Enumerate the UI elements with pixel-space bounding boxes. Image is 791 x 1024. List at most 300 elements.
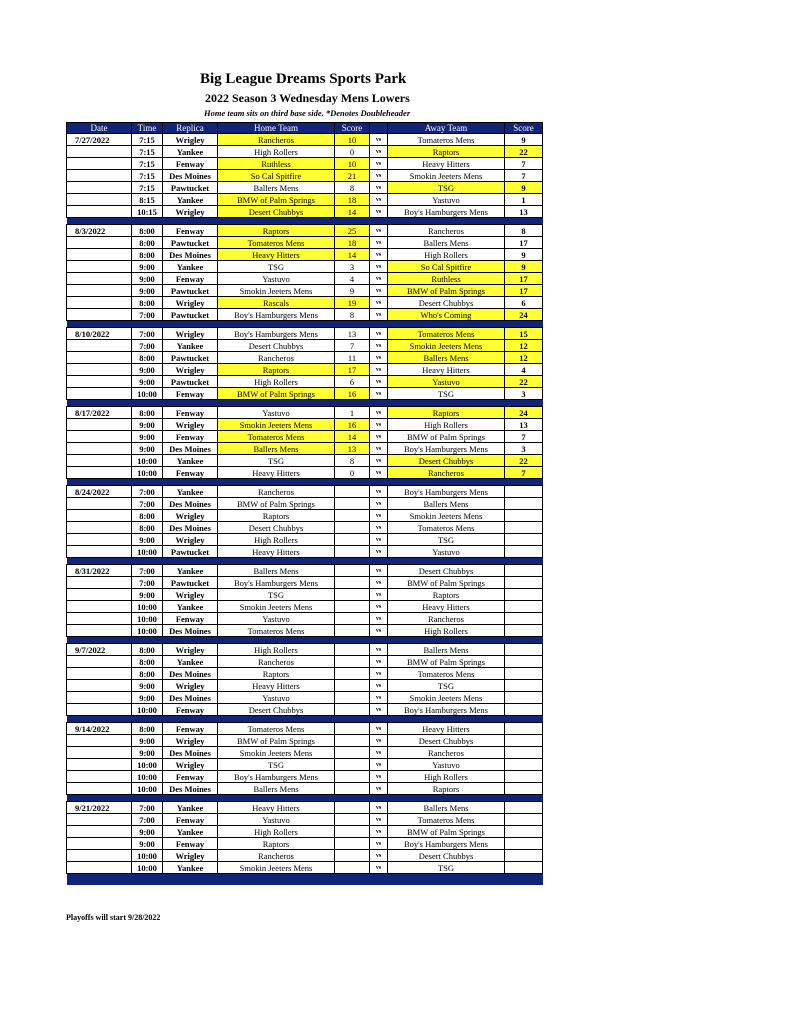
time-cell: 7:15 (132, 158, 163, 170)
home-team-cell: Boy's Hamburgers Mens (218, 771, 335, 783)
date-cell (67, 656, 132, 668)
separator-bar (67, 795, 543, 802)
time-cell: 9:00 (132, 364, 163, 376)
home-score-cell: 18 (335, 237, 370, 249)
table-row (67, 237, 543, 249)
home-score-cell (335, 680, 370, 692)
home-team-cell: Heavy Hitters (218, 546, 335, 558)
table-row (67, 498, 543, 510)
date-cell (67, 388, 132, 400)
vs-cell: vs (370, 814, 388, 826)
home-team-cell: Heavy Hitters (218, 467, 335, 479)
home-team-cell: Smokin Jeeters Mens (218, 862, 335, 874)
home-team-cell: Smokin Jeeters Mens (218, 285, 335, 297)
date-cell (67, 467, 132, 479)
vs-cell: vs (370, 419, 388, 431)
home-score-cell (335, 644, 370, 656)
week-separator (67, 218, 543, 225)
home-score-cell (335, 565, 370, 577)
away-score-cell: 3 (505, 443, 543, 455)
table-row (67, 249, 543, 261)
home-team-cell: TSG (218, 759, 335, 771)
time-cell: 8:00 (132, 644, 163, 656)
date-cell (67, 419, 132, 431)
vs-cell: vs (370, 273, 388, 285)
vs-cell: vs (370, 431, 388, 443)
week-separator (67, 795, 543, 802)
date-cell (67, 601, 132, 613)
away-score-cell (505, 613, 543, 625)
away-score-cell: 17 (505, 285, 543, 297)
away-team-cell: Ruthless (388, 273, 505, 285)
replica-cell: Fenway (163, 723, 218, 735)
replica-cell: Wrigley (163, 644, 218, 656)
away-score-cell: 15 (505, 328, 543, 340)
date-cell: 8/17/2022 (67, 407, 132, 419)
replica-cell: Des Moines (163, 522, 218, 534)
home-score-cell (335, 783, 370, 795)
time-cell: 8:00 (132, 522, 163, 534)
away-team-cell: Ballers Mens (388, 644, 505, 656)
home-score-cell (335, 802, 370, 814)
vs-cell: vs (370, 613, 388, 625)
table-row (67, 182, 543, 194)
away-score-cell: 24 (505, 407, 543, 419)
vs-cell: vs (370, 704, 388, 716)
home-team-cell: TSG (218, 589, 335, 601)
away-score-cell (505, 862, 543, 874)
replica-cell: Yankee (163, 486, 218, 498)
table-row (67, 613, 543, 625)
time-cell: 8:00 (132, 510, 163, 522)
away-team-cell: BMW of Palm Springs (388, 285, 505, 297)
vs-cell: vs (370, 692, 388, 704)
away-team-cell: Desert Chubbys (388, 850, 505, 862)
time-cell: 8:00 (132, 723, 163, 735)
replica-cell: Des Moines (163, 783, 218, 795)
table-row (67, 862, 543, 874)
replica-cell: Yankee (163, 802, 218, 814)
replica-cell: Des Moines (163, 170, 218, 182)
away-team-cell: Ballers Mens (388, 352, 505, 364)
home-score-cell: 16 (335, 419, 370, 431)
home-team-cell: Ballers Mens (218, 565, 335, 577)
away-team-cell: Boy's Hamburgers Mens (388, 704, 505, 716)
time-cell: 10:00 (132, 759, 163, 771)
replica-cell: Yankee (163, 601, 218, 613)
time-cell: 9:00 (132, 735, 163, 747)
home-team-cell: Desert Chubbys (218, 340, 335, 352)
vs-cell: vs (370, 510, 388, 522)
away-team-cell: Yastuvo (388, 759, 505, 771)
away-team-cell: Tomateros Mens (388, 522, 505, 534)
home-team-cell: Desert Chubbys (218, 704, 335, 716)
home-score-cell (335, 826, 370, 838)
away-score-cell (505, 850, 543, 862)
week-separator (67, 874, 543, 886)
away-score-cell: 13 (505, 206, 543, 218)
away-team-cell: Boy's Hamburgers Mens (388, 486, 505, 498)
away-score-cell (505, 692, 543, 704)
separator-bar (67, 637, 543, 644)
vs-cell: vs (370, 534, 388, 546)
time-cell: 9:00 (132, 838, 163, 850)
replica-cell: Pawtucket (163, 376, 218, 388)
replica-cell: Fenway (163, 467, 218, 479)
time-cell: 9:00 (132, 826, 163, 838)
home-team-cell: Yastuvo (218, 613, 335, 625)
separator-bar (67, 400, 543, 407)
home-score-cell (335, 589, 370, 601)
time-cell: 8:00 (132, 237, 163, 249)
time-cell: 7:00 (132, 814, 163, 826)
away-score-cell: 9 (505, 134, 543, 146)
replica-cell: Pawtucket (163, 182, 218, 194)
away-team-cell: TSG (388, 534, 505, 546)
table-row (67, 134, 543, 146)
table-row (67, 680, 543, 692)
home-score-cell: 3 (335, 261, 370, 273)
away-score-cell (505, 534, 543, 546)
week-separator (67, 479, 543, 486)
time-cell: 9:00 (132, 534, 163, 546)
away-team-cell: Smokin Jeeters Mens (388, 340, 505, 352)
home-team-cell: BMW of Palm Springs (218, 194, 335, 206)
col-header-home-score: Score (335, 123, 370, 134)
home-score-cell: 10 (335, 134, 370, 146)
table-row (67, 261, 543, 273)
away-team-cell: Rancheros (388, 225, 505, 237)
vs-cell: vs (370, 194, 388, 206)
home-score-cell: 25 (335, 225, 370, 237)
replica-cell: Des Moines (163, 692, 218, 704)
time-cell: 10:00 (132, 704, 163, 716)
replica-cell: Yankee (163, 340, 218, 352)
replica-cell: Yankee (163, 194, 218, 206)
time-cell: 10:00 (132, 455, 163, 467)
vs-cell: vs (370, 340, 388, 352)
vs-cell: vs (370, 862, 388, 874)
home-team-cell: High Rollers (218, 534, 335, 546)
date-cell (67, 498, 132, 510)
home-score-cell: 10 (335, 158, 370, 170)
table-row (67, 273, 543, 285)
date-cell (67, 826, 132, 838)
home-team-cell: Tomateros Mens (218, 237, 335, 249)
table-row (67, 546, 543, 558)
date-cell (67, 352, 132, 364)
table-row (67, 759, 543, 771)
replica-cell: Yankee (163, 146, 218, 158)
away-team-cell: Raptors (388, 783, 505, 795)
table-row (67, 625, 543, 637)
home-score-cell: 19 (335, 297, 370, 309)
replica-cell: Fenway (163, 771, 218, 783)
time-cell: 7:00 (132, 498, 163, 510)
table-row (67, 297, 543, 309)
date-cell (67, 158, 132, 170)
home-score-cell: 4 (335, 273, 370, 285)
away-score-cell: 13 (505, 419, 543, 431)
home-score-cell: 8 (335, 455, 370, 467)
replica-cell: Yankee (163, 565, 218, 577)
away-score-cell (505, 783, 543, 795)
vs-cell: vs (370, 565, 388, 577)
table-row (67, 467, 543, 479)
away-score-cell: 17 (505, 237, 543, 249)
replica-cell: Wrigley (163, 364, 218, 376)
time-cell: 7:00 (132, 802, 163, 814)
home-team-cell: Yastuvo (218, 692, 335, 704)
home-score-cell: 11 (335, 352, 370, 364)
table-row (67, 206, 543, 218)
col-header-home-team: Home Team (218, 123, 335, 134)
home-team-cell: Rascals (218, 297, 335, 309)
date-cell (67, 613, 132, 625)
date-cell (67, 589, 132, 601)
time-cell: 7:15 (132, 182, 163, 194)
table-row (67, 340, 543, 352)
home-score-cell (335, 704, 370, 716)
home-score-cell (335, 814, 370, 826)
home-team-cell: Smokin Jeeters Mens (218, 419, 335, 431)
home-team-cell: Smokin Jeeters Mens (218, 601, 335, 613)
date-cell (67, 704, 132, 716)
table-row (67, 309, 543, 321)
home-score-cell: 0 (335, 467, 370, 479)
home-team-cell: Yastuvo (218, 814, 335, 826)
date-cell (67, 783, 132, 795)
table-row (67, 419, 543, 431)
away-team-cell: TSG (388, 680, 505, 692)
table-row (67, 783, 543, 795)
home-score-cell: 13 (335, 443, 370, 455)
vs-cell: vs (370, 589, 388, 601)
home-score-cell (335, 601, 370, 613)
table-row (67, 826, 543, 838)
away-score-cell (505, 510, 543, 522)
vs-cell: vs (370, 850, 388, 862)
time-cell: 10:15 (132, 206, 163, 218)
home-score-cell (335, 534, 370, 546)
time-cell: 7:15 (132, 134, 163, 146)
time-cell: 8:00 (132, 656, 163, 668)
time-cell: 9:00 (132, 443, 163, 455)
col-header-away-team: Away Team (388, 123, 505, 134)
vs-cell: vs (370, 407, 388, 419)
away-team-cell: Smokin Jeeters Mens (388, 510, 505, 522)
away-team-cell: TSG (388, 182, 505, 194)
date-cell (67, 455, 132, 467)
week-separator (67, 558, 543, 565)
home-score-cell (335, 838, 370, 850)
home-team-cell: Ballers Mens (218, 182, 335, 194)
vs-cell: vs (370, 644, 388, 656)
home-team-cell: Desert Chubbys (218, 522, 335, 534)
date-cell (67, 577, 132, 589)
separator-bar (67, 874, 543, 886)
home-team-cell: Ruthless (218, 158, 335, 170)
replica-cell: Wrigley (163, 419, 218, 431)
replica-cell: Des Moines (163, 498, 218, 510)
away-team-cell: BMW of Palm Springs (388, 826, 505, 838)
home-score-cell (335, 656, 370, 668)
away-team-cell: Raptors (388, 589, 505, 601)
away-team-cell: High Rollers (388, 625, 505, 637)
home-team-cell: Raptors (218, 364, 335, 376)
home-score-cell: 14 (335, 249, 370, 261)
away-score-cell (505, 577, 543, 589)
week-separator (67, 321, 543, 328)
table-row (67, 565, 543, 577)
date-cell (67, 814, 132, 826)
home-score-cell (335, 577, 370, 589)
home-team-cell: Heavy Hitters (218, 802, 335, 814)
replica-cell: Yankee (163, 826, 218, 838)
home-score-cell (335, 510, 370, 522)
date-cell: 8/24/2022 (67, 486, 132, 498)
replica-cell: Wrigley (163, 759, 218, 771)
replica-cell: Yankee (163, 261, 218, 273)
home-team-cell: High Rollers (218, 826, 335, 838)
table-row (67, 668, 543, 680)
away-score-cell (505, 814, 543, 826)
away-team-cell: Rancheros (388, 467, 505, 479)
home-score-cell: 0 (335, 146, 370, 158)
vs-cell: vs (370, 747, 388, 759)
home-score-cell (335, 522, 370, 534)
date-cell (67, 735, 132, 747)
time-cell: 9:00 (132, 431, 163, 443)
away-team-cell: Desert Chubbys (388, 455, 505, 467)
replica-cell: Pawtucket (163, 237, 218, 249)
away-team-cell: BMW of Palm Springs (388, 656, 505, 668)
time-cell: 8:00 (132, 407, 163, 419)
time-cell: 7:00 (132, 328, 163, 340)
table-row (67, 352, 543, 364)
home-score-cell: 14 (335, 206, 370, 218)
replica-cell: Fenway (163, 838, 218, 850)
replica-cell: Fenway (163, 388, 218, 400)
vs-cell: vs (370, 498, 388, 510)
table-row (67, 388, 543, 400)
date-cell: 7/27/2022 (67, 134, 132, 146)
vs-cell: vs (370, 668, 388, 680)
away-team-cell: So Cal Spitfire (388, 261, 505, 273)
home-team-cell: TSG (218, 455, 335, 467)
away-score-cell (505, 498, 543, 510)
replica-cell: Wrigley (163, 328, 218, 340)
date-cell (67, 771, 132, 783)
replica-cell: Des Moines (163, 625, 218, 637)
col-header-away-score: Score (505, 123, 543, 134)
replica-cell: Fenway (163, 431, 218, 443)
table-row (67, 692, 543, 704)
time-cell: 10:00 (132, 783, 163, 795)
away-team-cell: TSG (388, 388, 505, 400)
page-subtitle: 2022 Season 3 Wednesday Mens Lowers (205, 91, 410, 105)
col-header-time: Time (132, 123, 163, 134)
date-cell (67, 680, 132, 692)
away-team-cell: Tomateros Mens (388, 668, 505, 680)
table-row (67, 534, 543, 546)
date-cell (67, 364, 132, 376)
replica-cell: Fenway (163, 273, 218, 285)
home-team-cell: Boy's Hamburgers Mens (218, 577, 335, 589)
away-score-cell (505, 704, 543, 716)
away-team-cell: Yastuvo (388, 376, 505, 388)
home-score-cell (335, 735, 370, 747)
time-cell: 7:00 (132, 309, 163, 321)
home-score-cell: 1 (335, 407, 370, 419)
week-separator (67, 637, 543, 644)
date-cell (67, 747, 132, 759)
replica-cell: Yankee (163, 862, 218, 874)
time-cell: 7:00 (132, 565, 163, 577)
replica-cell: Yankee (163, 455, 218, 467)
home-score-cell (335, 747, 370, 759)
date-cell (67, 194, 132, 206)
vs-cell: vs (370, 158, 388, 170)
date-cell (67, 850, 132, 862)
vs-cell: vs (370, 388, 388, 400)
table-row (67, 838, 543, 850)
table-row (67, 285, 543, 297)
vs-cell: vs (370, 680, 388, 692)
time-cell: 9:00 (132, 261, 163, 273)
date-cell (67, 668, 132, 680)
replica-cell: Pawtucket (163, 352, 218, 364)
home-team-cell: High Rollers (218, 146, 335, 158)
time-cell: 10:00 (132, 546, 163, 558)
replica-cell: Wrigley (163, 735, 218, 747)
time-cell: 7:00 (132, 577, 163, 589)
date-cell (67, 206, 132, 218)
home-score-cell (335, 759, 370, 771)
home-score-cell: 8 (335, 309, 370, 321)
away-score-cell: 9 (505, 249, 543, 261)
time-cell: 10:00 (132, 613, 163, 625)
away-score-cell (505, 565, 543, 577)
vs-cell: vs (370, 656, 388, 668)
replica-cell: Wrigley (163, 850, 218, 862)
table-row (67, 146, 543, 158)
table-row (67, 407, 543, 419)
home-team-cell: Boy's Hamburgers Mens (218, 309, 335, 321)
home-team-cell: Raptors (218, 668, 335, 680)
home-team-cell: Heavy Hitters (218, 680, 335, 692)
home-team-cell: Yastuvo (218, 407, 335, 419)
replica-cell: Pawtucket (163, 285, 218, 297)
vs-cell: vs (370, 364, 388, 376)
time-cell: 10:00 (132, 771, 163, 783)
home-team-cell: So Cal Spitfire (218, 170, 335, 182)
away-score-cell: 6 (505, 297, 543, 309)
home-score-cell (335, 862, 370, 874)
home-team-cell: Tomateros Mens (218, 723, 335, 735)
home-team-cell: Rancheros (218, 656, 335, 668)
away-team-cell: Boy's Hamburgers Mens (388, 206, 505, 218)
replica-cell: Pawtucket (163, 546, 218, 558)
date-cell: 9/14/2022 (67, 723, 132, 735)
home-team-cell: Yastuvo (218, 273, 335, 285)
away-team-cell: High Rollers (388, 249, 505, 261)
away-team-cell: Yastuvo (388, 194, 505, 206)
vs-cell: vs (370, 376, 388, 388)
time-cell: 10:00 (132, 467, 163, 479)
table-row (67, 850, 543, 862)
vs-cell: vs (370, 625, 388, 637)
